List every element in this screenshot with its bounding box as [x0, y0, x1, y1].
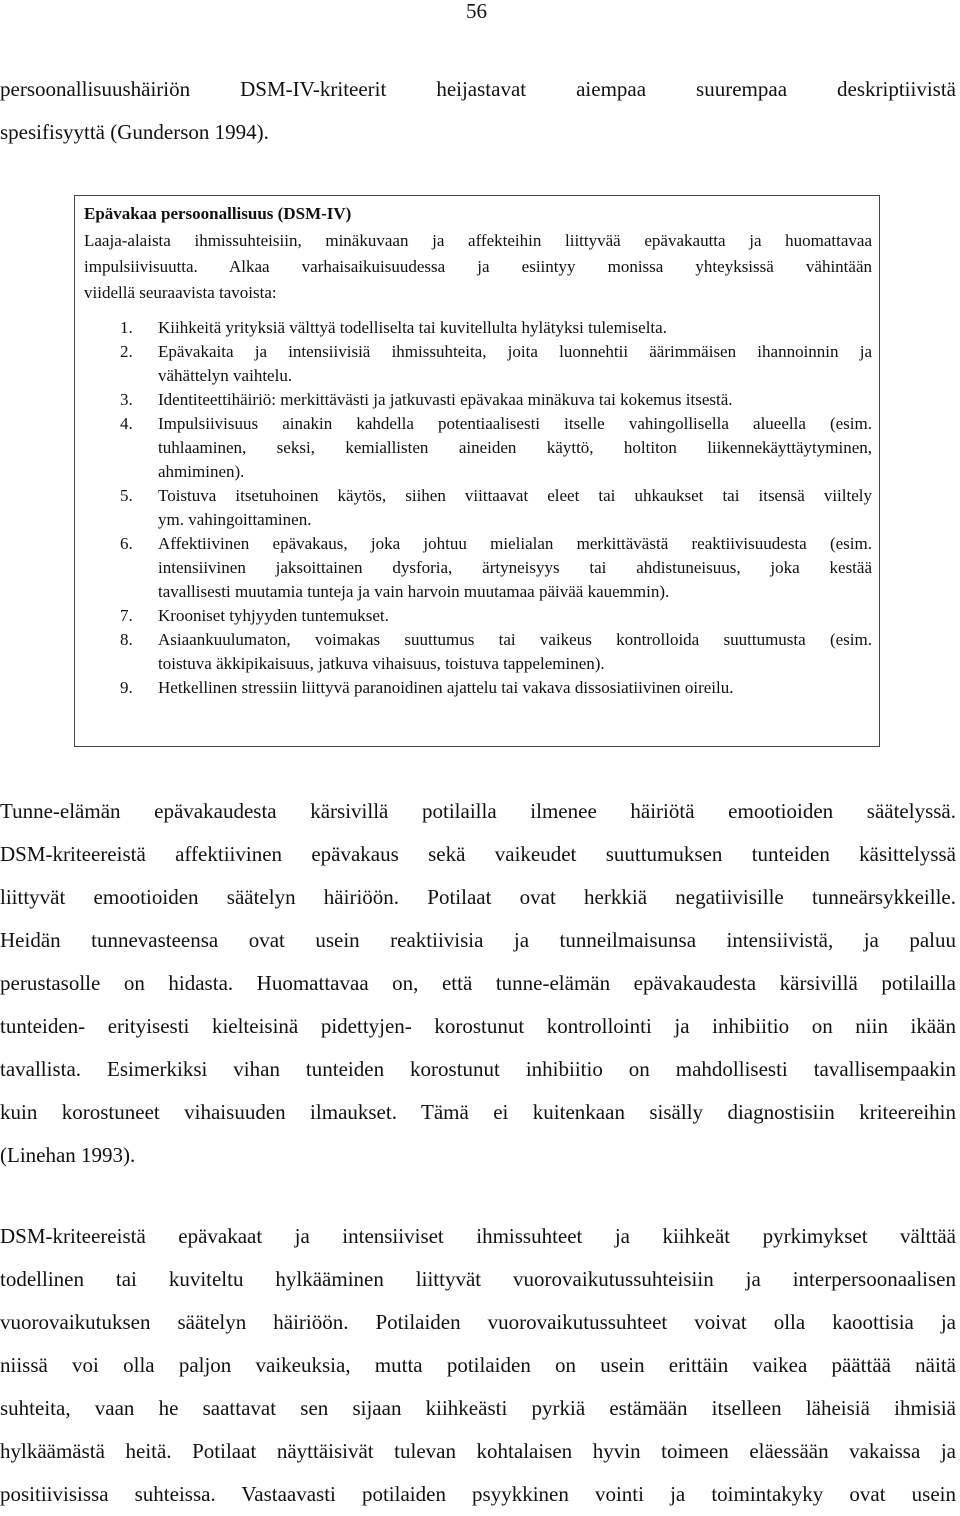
- text-line: Tunne-elämän epävakaudesta kärsivillä potilailla ilmenee häiriötä emootioiden säätelyssä.: [0, 799, 956, 823]
- criterion-number: 2.: [120, 342, 133, 361]
- text-line: tavallista. Esimerkiksi vihan tunteiden korostunut inhibiitio on mahdollisesti tavallisempaakin: [0, 1057, 956, 1081]
- text-line: todellinen tai kuviteltu hylkääminen liittyvät vuorovaikutussuhteisiin ja interpersoonaalisen: [0, 1267, 956, 1291]
- criterion-number: 6.: [120, 534, 133, 553]
- criterion-item: [84, 340, 872, 388]
- criterion-number: 1.: [120, 318, 133, 337]
- text-line: spesifisyyttä (Gunderson 1994).: [0, 120, 269, 144]
- text-line: vuorovaikutuksen säätelyn häiriöön. Potilaiden vuorovaikutussuhteet voivat olla kaoottisia ja: [0, 1310, 956, 1334]
- criterion-line: tavallisesti muutamia tunteja ja vain harvoin muutamaa päivää kauemmin).: [158, 582, 670, 601]
- body-paragraph-1: [0, 790, 956, 1177]
- text-line: Laaja-alaista ihmissuhteisiin, minäkuvaan ja affekteihin liittyvää epävakautta ja huomattavaa: [84, 231, 872, 250]
- criterion-line: Toistuva itsetuhoinen käytös, siihen viittaavat eleet tai uhkaukset tai itsensä viiltely: [158, 486, 872, 505]
- criterion-item: [84, 532, 872, 604]
- criterion-number: 7.: [120, 606, 133, 625]
- criterion-line: Kiihkeitä yrityksiä välttyä todelliselta tai kuvitellulta hylätyksi tulemiselta.: [158, 318, 667, 337]
- criterion-line: toistuva äkkipikaisuus, jatkuva vihaisuus, toistuva tappeleminen).: [158, 654, 605, 673]
- criterion-item: [84, 484, 872, 532]
- criterion-item: [84, 604, 872, 628]
- text-line: impulsiivisuutta. Alkaa varhaisaikuisuudessa ja esiintyy monissa yhteyksissä vähintään: [84, 257, 872, 276]
- criterion-item: [84, 676, 872, 700]
- criterion-line: intensiivinen jaksoittainen dysforia, ärtyneisyys tai ahdistuneisuus, joka kestää: [158, 558, 872, 577]
- criterion-line: Epävakaita ja intensiivisiä ihmissuhteita, joita luonnehtii äärimmäisen ihannoinnin ja: [158, 342, 872, 361]
- criterion-line: tuhlaaminen, seksi, kemiallisten aineiden käyttö, holtiton liikennekäyttäytyminen,: [158, 438, 872, 457]
- criterion-number: 9.: [120, 678, 133, 697]
- text-line: kuin korostuneet vihaisuuden ilmaukset. Tämä ei kuitenkaan sisälly diagnostisiin kriteereihin: [0, 1100, 956, 1124]
- text-line: Heidän tunnevasteensa ovat usein reaktiivisia ja tunneilmaisunsa intensiivistä, ja paluu: [0, 928, 956, 952]
- criterion-number: 5.: [120, 486, 133, 505]
- text-line: (Linehan 1993).: [0, 1143, 136, 1167]
- text-line: niissä voi olla paljon vaikeuksia, mutta potilaiden on usein erittäin vaikea päättää näitä: [0, 1353, 956, 1377]
- criterion-item: [84, 316, 872, 340]
- criteria-box: [74, 195, 880, 747]
- text-line: positiivisissa suhteissa. Vastaavasti potilaiden psyykkinen vointi ja toimintakyky ovat usein: [0, 1482, 956, 1506]
- criterion-item: [84, 628, 872, 676]
- criterion-number: 4.: [120, 414, 133, 433]
- text-line: DSM-kriteereistä affektiivinen epävakaus sekä vaikeudet suuttumuksen tunteiden käsittelyssä: [0, 842, 956, 866]
- page-number: 56: [466, 0, 487, 23]
- criterion-line: ahmiminen).: [158, 462, 245, 481]
- box-intro: [84, 228, 872, 306]
- criterion-item: [84, 412, 872, 484]
- criterion-line: Impulsiivisuus ainakin kahdella potentiaalisesti itselle vahingollisella alueella (esim.: [158, 414, 872, 433]
- text-line: liittyvät emootioiden säätelyn häiriöön. Potilaat ovat herkkiä negatiivisille tunneärsykkeille.: [0, 885, 956, 909]
- text-line: perustasolle on hidasta. Huomattavaa on, että tunne-elämän epävakaudesta kärsivillä potilailla: [0, 971, 956, 995]
- text-line: hylkäämästä heitä. Potilaat näyttäisivät tulevan kohtalaisen hyvin toimeen eläessään vakaissa ja: [0, 1439, 956, 1463]
- criterion-line: vähättelyn vaihtelu.: [158, 366, 293, 385]
- text-line: tunteiden- erityisesti kielteisinä pidettyjen- korostunut kontrollointi ja inhibiitio on niin ikään: [0, 1014, 956, 1038]
- text-line: DSM-kriteereistä epävakaat ja intensiiviset ihmissuhteet ja kiihkeät pyrkimykset välttää: [0, 1224, 956, 1248]
- text-line: viidellä seuraavista tavoista:: [84, 283, 277, 302]
- criterion-line: ym. vahingoittaminen.: [158, 510, 312, 529]
- criterion-line: Identiteettihäiriö: merkittävästi ja jatkuvasti epävakaa minäkuva tai kokemus itsestä.: [158, 390, 733, 409]
- criteria-list: [84, 316, 872, 700]
- body-paragraph-2: [0, 1215, 956, 1516]
- text-line: suhteita, vaan he saattavat sen sijaan kiihkeästi pyrkiä estämään itselleen läheisiä ihmisiä: [0, 1396, 956, 1420]
- criterion-item: [84, 388, 872, 412]
- box-title: Epävakaa persoonallisuus (DSM-IV): [84, 204, 352, 223]
- criterion-number: 3.: [120, 390, 133, 409]
- criterion-number: 8.: [120, 630, 133, 649]
- text-line: persoonallisuushäiriön DSM-IV-kriteerit heijastavat aiempaa suurempaa deskriptiivistä: [0, 77, 956, 101]
- criterion-line: Krooniset tyhjyyden tuntemukset.: [158, 606, 389, 625]
- criterion-line: Hetkellinen stressiin liittyvä paranoidinen ajattelu tai vakava dissosiatiivinen oireilu.: [158, 678, 734, 697]
- criterion-line: Asiaankuulumaton, voimakas suuttumus tai vaikeus kontrolloida suuttumusta (esim.: [158, 630, 872, 649]
- intro-paragraph: [0, 68, 956, 154]
- criterion-line: Affektiivinen epävakaus, joka johtuu mielialan merkittävästä reaktiivisuudesta (esim.: [158, 534, 872, 553]
